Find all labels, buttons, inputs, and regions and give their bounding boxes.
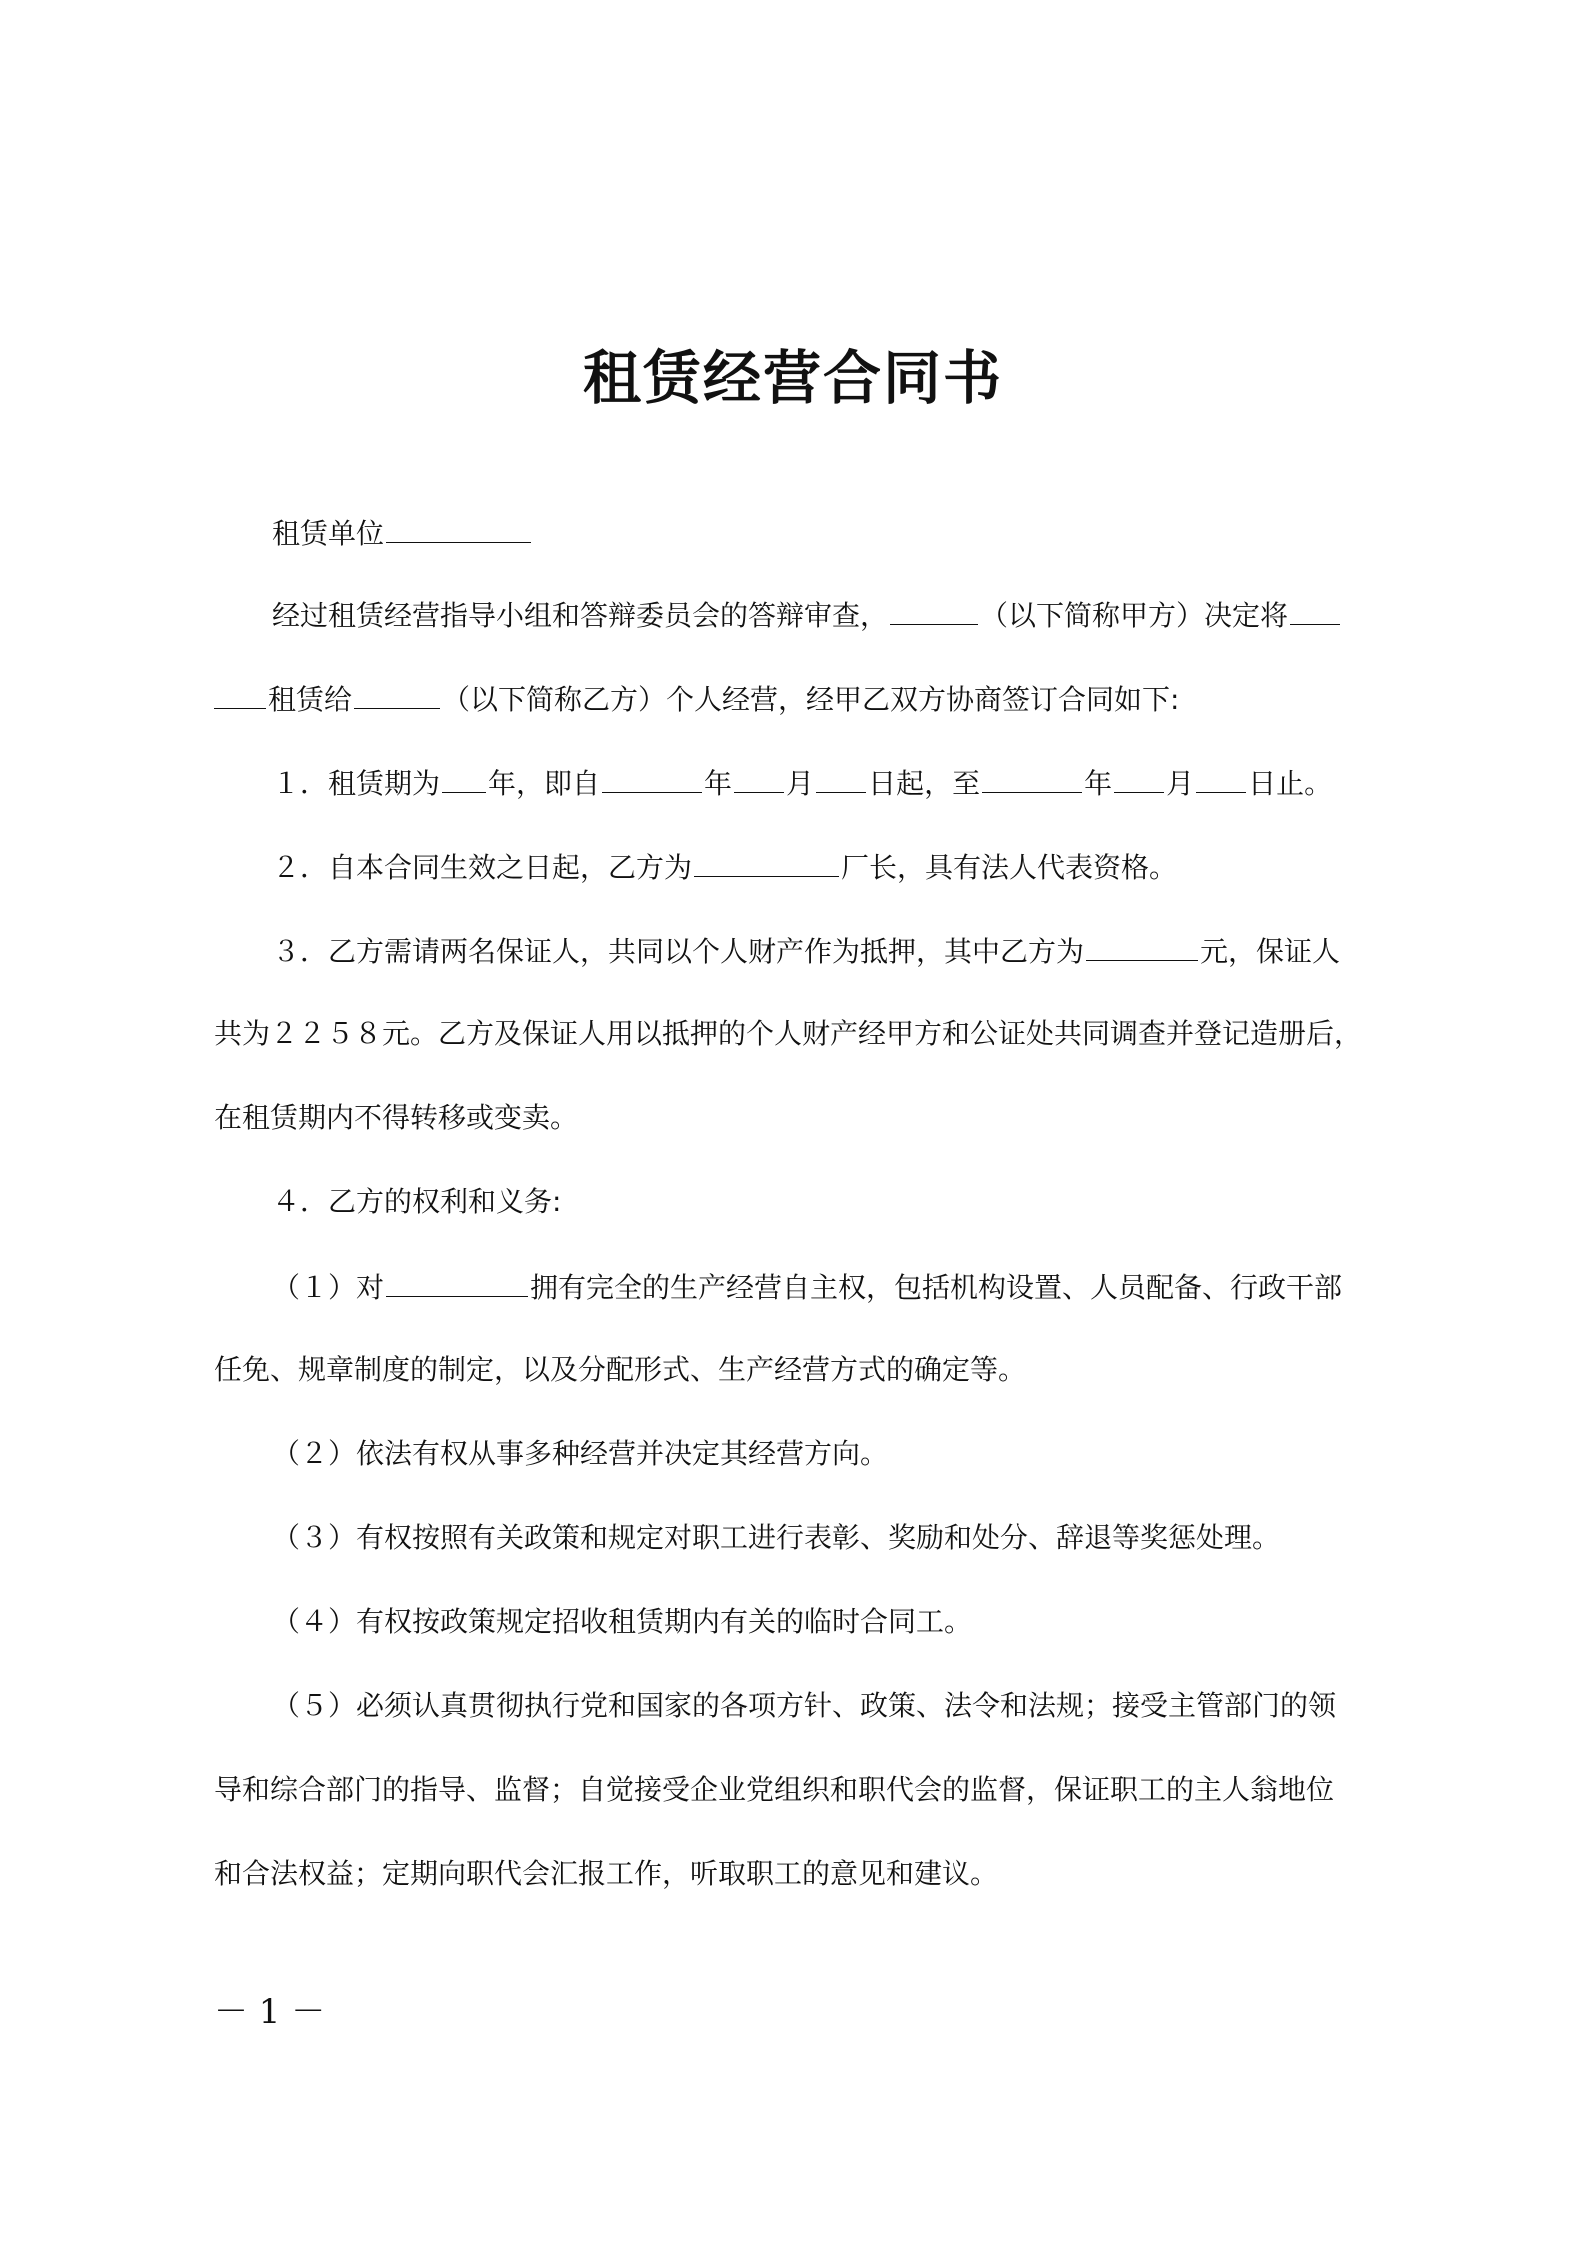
party-b-blank bbox=[354, 678, 440, 709]
leased-object-blank-cont bbox=[214, 678, 266, 709]
preamble-text: （以下简称乙方）个人经营，经甲乙双方协商签订合同如下: bbox=[442, 683, 1180, 716]
clause-3-line-1 bbox=[214, 930, 1452, 972]
clause-text: 厂长，具有法人代表资格。 bbox=[841, 851, 1178, 884]
clause-text: １．租赁期为 bbox=[272, 767, 441, 800]
clause-4-item-4: （４）有权按政策规定招收租赁期内有关的临时合同工。 bbox=[272, 1605, 973, 1638]
clause-4-heading: ４．乙方的权利和义务: bbox=[272, 1185, 562, 1218]
clause-text: 月 bbox=[786, 767, 815, 800]
clause-text: （１）对 bbox=[272, 1271, 385, 1304]
term-years-blank bbox=[442, 762, 486, 793]
clause-text: 元，保证人 bbox=[1200, 935, 1341, 968]
end-month-blank bbox=[1114, 762, 1164, 793]
clause-2 bbox=[214, 846, 1452, 888]
deposit-amount-blank bbox=[1086, 930, 1198, 961]
start-month-blank bbox=[734, 762, 784, 793]
clause-1 bbox=[214, 762, 1452, 804]
clause-4-item-5-cont-1: 导和综合部门的指导、监督；自觉接受企业党组织和职代会的监督，保证职工的主人翁地位 bbox=[214, 1773, 1335, 1806]
clause-text: 年 bbox=[1084, 767, 1113, 800]
clause-text: 年，即自 bbox=[488, 767, 601, 800]
end-year-blank bbox=[982, 762, 1082, 793]
clause-4-item-5-cont-2: 和合法权益；定期向职代会汇报工作，听取职工的意见和建议。 bbox=[214, 1857, 999, 1890]
party-a-blank bbox=[890, 594, 978, 625]
clause-4-item-1 bbox=[214, 1266, 1452, 1308]
clause-4-item-5: （５）必须认真贯彻执行党和国家的各项方针、政策、法令和法规；接受主管部门的领 bbox=[272, 1689, 1337, 1722]
clause-3-line-3: 在租赁期内不得转移或变卖。 bbox=[214, 1101, 579, 1134]
clause-text: ２．自本合同生效之日起，乙方为 bbox=[272, 851, 693, 884]
clause-3-line-2: 共为２２５８元。乙方及保证人用以抵押的个人财产经甲方和公证处共同调查并登记造册后， bbox=[214, 1017, 1363, 1050]
clause-text: 拥有完全的生产经营自主权，包括机构设置、人员配备、行政干部 bbox=[530, 1271, 1343, 1304]
start-day-blank bbox=[816, 762, 866, 793]
document-title: 租赁经营合同书 bbox=[582, 344, 1003, 412]
preamble-line-1 bbox=[214, 594, 1452, 636]
clause-4-item-3: （３）有权按照有关政策和规定对职工进行表彰、奖励和处分、辞退等奖惩处理。 bbox=[272, 1521, 1281, 1554]
clause-text: 日起，至 bbox=[868, 767, 981, 800]
preamble-text: 经过租赁经营指导小组和答辩委员会的答辩审查， bbox=[272, 599, 889, 632]
leased-object-blank bbox=[1290, 594, 1340, 625]
clause-text: 年 bbox=[704, 767, 733, 800]
lessee-unit-blank bbox=[386, 512, 531, 543]
preamble-text: 租赁给 bbox=[268, 683, 353, 716]
start-year-blank bbox=[602, 762, 702, 793]
page-number: － 1 － bbox=[214, 1992, 326, 2032]
clause-text: ３．乙方需请两名保证人，共同以个人财产作为抵押，其中乙方为 bbox=[272, 935, 1085, 968]
end-day-blank bbox=[1196, 762, 1246, 793]
clause-4-item-1-cont: 任免、规章制度的制定，以及分配形式、生产经营方式的确定等。 bbox=[214, 1353, 1027, 1386]
lessee-unit-line bbox=[214, 512, 1452, 554]
enterprise-blank bbox=[386, 1266, 528, 1297]
clause-4-item-2: （２）依法有权从事多种经营并决定其经营方向。 bbox=[272, 1437, 889, 1470]
lessee-unit-label: 租赁单位 bbox=[272, 517, 385, 550]
factory-blank bbox=[694, 846, 839, 877]
preamble-text: （以下简称甲方）决定将 bbox=[980, 599, 1289, 632]
clause-text: 日止。 bbox=[1248, 767, 1333, 800]
clause-text: 月 bbox=[1166, 767, 1195, 800]
preamble-line-2 bbox=[214, 678, 1394, 720]
